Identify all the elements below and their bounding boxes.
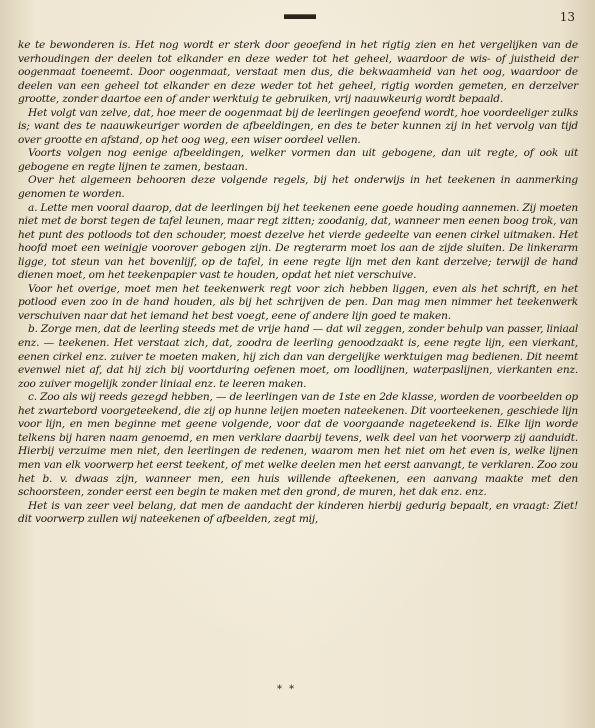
paragraph-rule-b: b. Zorge men, dat de leerling steeds met de vrije hand — dat wil zeggen, zonder behulp van passer, liniaal enz. — teekenen. Het verstaat zich, dat, zoodra de leerling genoodzaakt is, eene regte lijn, een vierkant, eenen cirkel enz. zuiver te moeten maken, hij zich dan van dergelijke werktuigen mag bedienen. Dit neemt evenwel niet af, dat hij zich bij voortduring oefenen moet, om loodlijnen, waterpaslijnen, vierkanten enz. zoo zuiver mogelijk zonder liniaal enz. te leeren maken. (18, 323, 578, 390)
paragraph-oogenmaat: Het volgt van zelve, dat, hoe meer de oogenmaat bij de leerlingen geoefend wordt, hoe voordeeliger zulks is; want des te naauwkeuriger worden de afbeeldingen, en des te beter kunnen zij in het vervolg van tijd over grootte en afstand, op het oog weg, een wiser oordeel vellen. (18, 106, 578, 146)
signature-mark: * * (277, 684, 297, 695)
paragraph-rule-c: c. Zoo als wij reeds gezegd hebben, — de leerlingen van de 1ste en 2de klasse, worden de voorbeelden op het zwartebord voorgeteekend, die zij op hunne leijen moeten nateekenen. Dit voorteekenen, geschiede lijn voor lijn, en men beginne met geene volgende, voor dat de voorgaande nageteekend is. Elke lijn worde telkens bij haren naam genoemd, en men verklare daarbij tevens, welk deel van het voorwerp zij aanduidt. Hierbij verzuime men niet, den leerlingen de redenen, waarom men het niet om het even is, welke lijnen men van elk voorwerp het eerst teekent, of met welke deelen men het eerst aanvangt, te verklaren. Zoo zou het b. v. dwaas zijn, wanneer men, een huis willende afteekenen, een aanvang maakte met den schoorsteen, zonder eerst een begin te maken met den grond, de muren, het dak enz. enz. (18, 391, 578, 499)
paragraph-regels: Over het algemeen behooren deze volgende regels, bij het onderwijs in het teekenen in aanmerking genomen te worden. (18, 174, 578, 201)
paragraph-overige: Voor het overige, moet men het teekenwerk regt voor zich hebben liggen, even als het schrift, en het potlood even zoo in de hand houden, als bij het schrijven de pen. Dan mag men nimmer het teekenwerk verschuiven naar dat het iemand het best voegt, eene of andere lijn goed te maken. (18, 282, 578, 322)
paragraph-continuation: ke te bewonderen is. Het nog wordt er sterk door geoefend in het rigtig zien en het vergelijken van de verhoudingen der deelen tot elkander en deze weder tot het geheel, waardoor de wis- of juistheid der oogenmaat toeneemt. Door oogenmaat, verstaat men dus, die bekwaamheid van het oog, waardoor de deelen van een geheel tot elkander en deze weder tot het geheel, rigtig worden gemeten, en derzelver grootte, zonder daartoe een of ander werktuig te gebruiken, vrij naauwkeurig wordt bepaald. (18, 39, 578, 106)
paragraph-rule-a: a. Lette men vooral daarop, dat de leerlingen bij het teekenen eene goede houding aannemen. Zij moeten niet met de borst tegen de tafel leunen, maar regt zitten; zoodanig, dat, wanneer men eenen boog trok, van het punt des potloods tot den schouder, moest dezelve het vierde gedeelte van eenen cirkel uitmaken. Het hoofd moet een weinigje voorover gebogen zijn. De regterarm moet los aan de zijde sluiten. De linkerarm ligge, tot steun van het bovenlijf, op de tafel, in eene regte lijn met den kant derzelve; terwijl de hand dienen moet, om het teekenpapier vast te houden, opdat het niet verschuive. (18, 201, 578, 282)
paragraph-afbeeldingen: Voorts volgen nog eenige afbeeldingen, welker vormen dan uit gebogene, dan uit regte, of ook uit gebogene en regte lijnen te zamen, bestaan. (18, 147, 578, 173)
header-rule (284, 14, 316, 19)
paragraph-belang: Het is van zeer veel belang, dat men de aandacht der kinderen hierbij gedurig bepaalt, en vraagt: Ziet! dit voorwerp zullen wij nateekenen of afbeelden, zegt mij, (18, 499, 578, 526)
body-text (18, 39, 578, 527)
page-number: 13 (559, 10, 575, 24)
